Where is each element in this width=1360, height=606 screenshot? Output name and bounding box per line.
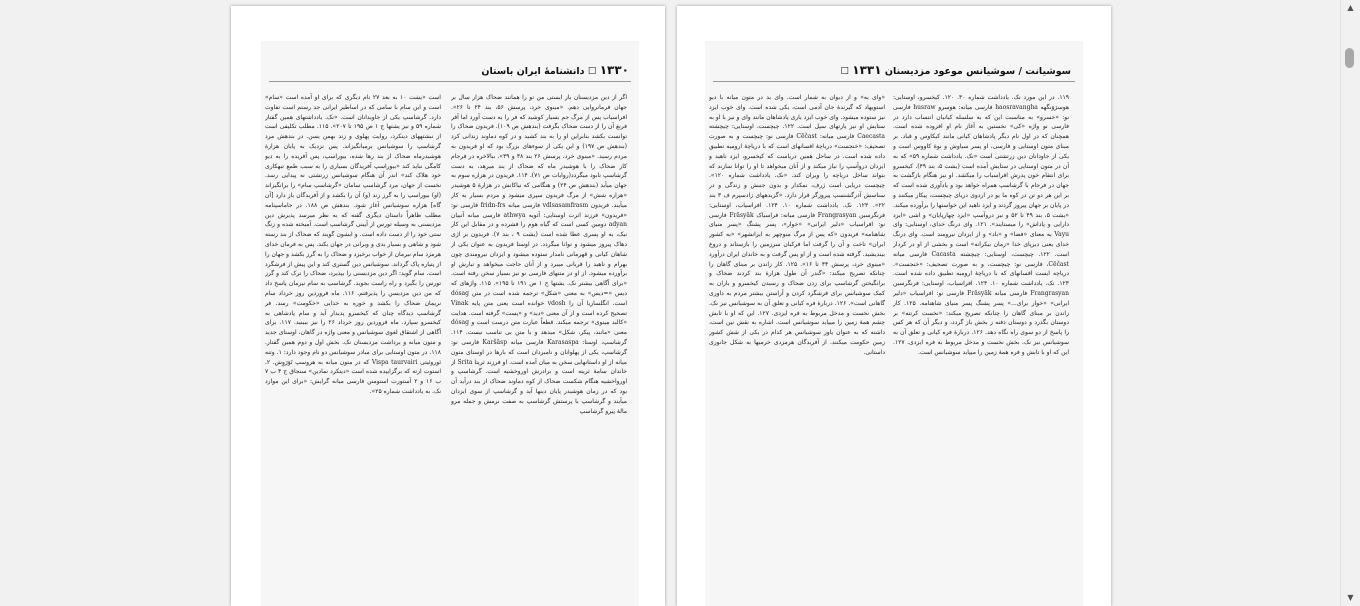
header-rule bbox=[713, 81, 1075, 82]
text-column-right: ۱۱۹. در این مورد نک. یادداشت شماره ۳۰. ۱۲۰. کیخسرو، اوستایی: هوسرَوَنگهه haosravangha فارسی میانه: هوسرو husraw فارسی نو: «خسرو» به مناسبت این که به سلسله کیانیان انتساب دارد در فارسی نو واژه «کی» نخستین به آغاز نام او افزوده شده است. همچنان که در اول نام دیگر پادشاهان کیانی مانند کیکاوس و قباد. بر مبنای متون اوستایی و فارسی، او پسر سیاوش و نوهٔ کاووس است و یکی از جاودانان دین زرتشتی است «نک. یادداشت شماره ۵۹» که به آن در متون اوستایی در ستایش آمده است (یشت ۵، بند ۴۹). کیخسرو برای انتقام خون پدرش افراسیاب را میکشد. او نیز هنگام بازگشت به جهان در فرجام با گرشاسپ همراه خواهد بود و یادآوری شده است که بر این هر دو تن در کوه ما یو در اردوی دریای چیچست، پیکار میکنند و در پایان بر جهان پیروز گردند و ایزد ناهید این خواستها را برآورده میکند. «یشت ۵، بند ۴۹ تا ۵۲ و نیز دروآسپ «ایزد چهارپایان» و اشی «ایزد دارایی و پاداش» را میستایند». ۱۲۱. وای درنگ خدای، اوستایی: وای Vayu به معنای «فضا» و «باد» و از ایزدان نیرومند است. وای درنگ خدای یعنی دیرپای خدا «زمان بیکرانه» است و بخشی از او در کردار است. ۱۲۲. چیچست، اوستایی: چیچشته Cacasta فارسی میانه Cēčast، فارسی نو: چیچست، و به صورت تصحیف: «خنجست». دریاچه ایست افسانهای که با دریاچهٔ ارومیه تطبیق داده شده است. ۱۲۳. نک. یادداشت شماره ۱۰. ۱۲۴. افراسیاب، اوستایی: فرنگرسین Frangrasyan فارسی میانه Frāsyāk فارسی نو: افراسیاب «دلیر ایرانی» «خوار برای...» پسر پشنگ پسر منیای شاهنامه. ۱۲۵. کار زاندن بر مبنای گاهان را چنانکه تصریح میکند: «نخست کرتنه» بر دوستان بگذرد و دوستان دفنه ز بخش باز گردد، و دیگر آن که هر کس را پاسخ از دو سوی راه نگاه دهد. ۱۲۶. دربارهٔ فره کیانی و تعلق آن به سوشیانس نیز نک. بخش نخست و مدخل مربوط به فره ایزدی. ۱۲۷. این که او با تابش و فره همهٔ زمین را میپاید سوشیانس است. bbox=[893, 94, 1069, 356]
vertical-scrollbar[interactable] bbox=[1340, 0, 1360, 606]
running-title: سوشیانت / سوشیانس موعود مزدیسنان bbox=[884, 66, 1071, 77]
scroll-down-arrow-icon[interactable]: ▼ bbox=[1347, 593, 1354, 602]
scroll-up-arrow-icon[interactable]: ▲ bbox=[1347, 3, 1354, 12]
running-head bbox=[840, 63, 1071, 77]
text-column-left: «وای به» و از دیوان به شمار است. وای بد در متون میانه با دیو استویهاد که گیرندهٔ جان آدمی است، یکی شده است. وای خوب ایزد نیز ستوده میشود. وای خوب ایزد یاری پادشاهان مانند وای و نیز با او به ستایش او نیز یارتهای سپل است. ۱۲۲. چیچست، اوستایی: چیچشته Caecasta فارسی میانه: Cēčast فارسی نو: چیچست و به صورت تصحیف: «خنجست» دریاچهٔ افسانهای است که با دریاچهٔ ارومیه تطبیق داده شده است. در ساحل همین دریاست که کیخسرو، ایزد ناهید و ایزدان دروآسپ را نیاز میکند و از آنان میخواهد تا او را توانا سازند که بتواند ساحل دریاچه را ویران کند. «نک. یادداشت شماره ۱۲۰». چیچست دریایی است ژرف، نمکدار و بدون جنبش و زندگی و در سناسش آذرگشنسپ پیروزگر قرار دارد. «گزیدههای زادسپرم ف ۳ بند ۲۲». ۱۲۳. نک. یادداشت شماره ۱۰. ۱۲۴. افراسیاب، اوستایی: فرنگرسین Frangrasyan فارسی میانه: فراسیاک Frāsyāk فارسی نو: افراسیاب «دلیر ایرانی» «خوار»، پسر پشنگ «پسر منیای شاهنامه» فریدون «که پس از مرگ منوچهر به ایرانشهر» «به کشور ایران» تاخت و آن را گرفت اما فرکیان سرزمین را بازستاند و دروغ بیندیشید. گرفته شده است و از او پس گرفت و به خاندان ایران درآورد «مینوی خرد، پرسش ۴۴ تا ۱۶». ۱۲۵. کار زاندن بر مبنای گاهان را چنانکه تصریح میکند: «گندر آن طول هزارهٔ بند کردند ضحاک و برانگیختن گرشاسپ برای زدن ضحاک و رسیدن کیخسرو و یاران به کمک سوشیانس برای فرشگرد کردن و آراستن بیشتر مردم به داوری گاهانی است». ۱۲۶. دربارهٔ فره کیانی و تعلق آن به سوشیانس نیز نک. بخش نخست و مدخل مربوط به فره ایزدی. ۱۲۷. این که او با تابش چشم همهٔ زمین را میپاید سوشیانس است. اشاره به نقش نین است، داشته که به عنوان یاور سوشیانس هر کدام در یکی از شش کشور زمین حکومت میکنند. از آفریدگان هرمزدی خرمیها به شکل جانوری داستانی. bbox=[709, 94, 885, 356]
header-box: ☐ bbox=[840, 66, 849, 77]
left-page bbox=[231, 6, 665, 606]
header-rule bbox=[269, 81, 631, 82]
page-number: ۱۳۳۰ bbox=[599, 63, 629, 77]
scanned-page-image bbox=[705, 41, 1083, 606]
header-box: ☐ bbox=[587, 66, 597, 77]
scanned-page-image bbox=[261, 41, 639, 606]
page-number: ۱۳۳۱ bbox=[852, 63, 882, 77]
text-column-right: اگر از دین مزدیسنان باز ایستی من تو را همانند ضحاک هزار سال بر جهان فرمانروایی دهم. «مینوی خرد، پرسش ۵۶، بند ۲۴ تا ۲۶». افراسیاب پس از مرگ جم بسیار کوشید که فر را به دست آورد اما آفر فرنغ آن را از دست ضحاک بگرفت (بندهش ص ۱۰۹). فریدون ضحاک را توانست بکشد بنابراین او را به بند کشید و در کوه دماوند زندانی کرد (بندهش ص ۱۹۷) و این یکی از سوءهای بزرگ بود که او فریدون به مردم رسید. «مینوی خرد، پرسش ۲۶ بند ۳۸ و ۳۹». ببالاخره در فرجام کار ضحاک را با هوشیدر ماه که ضحاک از بند میرهد، به دست گرشاسپ نابود میگردد(روایات ص ۷۱). ۱۱۴. فریدون در هزاره سوم به جهان میآید (بندهش ص ۲۴) و هنگامی که نیاکانش در هزارهٔ ۵ هوشیدر «هزاره شش» از مرگ فریدون سپری میشود و مردم بسیار به کار میآیند. فریدون vdlsasamfrasm فارسی میانه fridn-frs فارسی نو: «فریدون» فرزند اثرت اوستایی: آثویه athwya فارسی میانه آتبیان adyan دومین کسی است که گیاه هوم را فشرده و در مقابل این کار نیک، به او پسری عطا شده است (یشت ۹ ، بند ۷). فریدون بر اژی دهاک پیروز میشود و توانا میگردد. در اوستا فریدون به عنوان یکی از شاهان کیانی و قهرمانی نامدار ستوده میشود و ایزدان نیرومندی چون بهرام و ناهید را قربانی میبرد و از آنان حاجت میخواهد و تبارش او برآورده میشود. از او در متنهای فارسی نو نیز بسیار سخن رفته است. «برای آگاهی بیشتر نک. یشتها ج ۱ ص ۱۹۱ تا ۱۹۵». ۱۱۵. واژهای که دیس «=دیس» به معنی «شکل» ترجمه شده است در متن dósag است. انگلساریا آن را vdosh خوانده است یعنی متن پایه Vinak تصحیح کرده است و از آن معنی «دید» و «پست» گرفته است. هدایت «کالبد مینوی» ترجمه میکند. قطعاً عبارت متن درست است و dósag معنی «مانند، پیکر، شکل» میدهد و با متن بی تناسب نیست. ۱۱۴. گرشاسپ، اوستا: Karasaspa فارسی میانه Karšāsp فارسی نو: گرشاسپ، یکی از پهلوانان و نامبردان است که بارها در اوستای متون میانه از او داستانهایی سخن به میان آمده است. او فرزند ثریتا Srita از خاندان سامهٔ ثریته است و برادرش اوروخشیه است. گرشاسپ و اورواخشیه هنگام شکست ضحاک از کوه دماوند ضحاک از بند درآید آن بود که در زمان هوشیدر پایان دینها آید و گرشاسپ از سوی ایزدان میآیند و گرشاسپ با پرستش گرشاسپ به صفت نرمش و جمله مرو مالهٔ پیرو گرشاسپ bbox=[451, 94, 627, 415]
running-title: دانشنامهٔ ایران باستان bbox=[481, 66, 585, 77]
scrollbar-thumb[interactable] bbox=[1345, 48, 1354, 68]
right-page bbox=[677, 6, 1111, 606]
running-head bbox=[481, 63, 629, 77]
text-column-left: است «یشت ۱۰ به بعد ۲۷ نام دیگری که برای او آمده است «سام» است و این سام با سامی که در اساطیر ایرانی جد رستم است تفاوت دارد. گرشاسپ یکی از جاویدانان است. «نک. یادداشتهای همین گفتار شماره ۵۹ و نیز یشتها ج ۱ ص ۱۹۵ تا ۲۰۷». ۱۱۵. مطلب تکلیفی است از نبشتههای دینکرد، روایت پهلوی و زند بهمن یسن. در بندهش مرد گرشاسپ را سوشیانس برمیانگیزاند. پس نزدیک به پایان هزارهٔ هوشیدرماه ضحاک از بند رها شده، بیوراسپ، پس آفریده را به دیو کامگی نباید کند «بیوراسپ آفریدگان بسیاری را به سبب طمع تبهکاری خود هلاک کند» اندر آن هنگام سوشیانس زرتشتی نه پیدایی رسد. نخست از جهان، مرد گرشاسپ سامان «گرشاسپ سام» را برانگیزاند (او) بیوراسپ را به گرز زند (و) آن را بکشد و از آفریدگان باز دارد [آن گاه] هزاره سوشیانس آغاز شود. بندهش ص ۱۸۸. در جاماسپنامه مطلب ظاهراً داستان دیگری گفته که به نظر میرسد پذیرش دین مزدیسنی به وسیله تورس از آیینی گرشاسپ است. آمیخته شده و زنگ ستی خود را از دست داده است. و ایشون گویند که ضحاک از بند رسته شود و شاهی و بسیار بدی و ویرانی در جهان بکند. پس به فرمان خدای هرمزد سام نیرمان از خواب برخیزد و ضحاک را به گرز بکشد و جهان را از پتیاره پاک گرداند. سوشیانس دین گستری کند و این پیش از فرشگرد است. سام گوید: اگر دین مزدیسنی را بپذیرد، ضحاک را ترک کند و گرز تورس را بگیرد و راه راست بجوید. گرشاسپ به سام نیرمان پاسخ داد که من دین مزدیسن را پذیرفتم. ۱۱۶. ماه فروردین روز خرداد سام نریمان ضحاک را بکشد و خوره به خدایی «خکومت» رسد. فر گرشاسپ دیدگاه چنان که کیخسرو پدیدار آید و سام پادشاهی به کیخسرو سپارد. ماه فروردین روز خرداد ۲۶ را نیز ببینید. ۱۱۷. برای آگاهی از اشتقاق لغوی سوشیانس و معنی واژه در گاهان، اوستای جدید و متون میانه و برداشت مزدیسنان نک. بخش اول و دوم همین گفتار. ۱۱۸. در متون اوستایی برای مبادر سوشیانس دو نام وجود دارد: ۱. وتنه ئوروئیتی Vispa taurvairi که در متون میانه به هروسپ تَوَرَوِش. ۲. استوت ارته که برگزاییده شده است «دینکرد نمادین» سنجاق ج ۴ ب ۷ ب ۱۶ و ۲ آستورت استومنن فارسی میانه گرایش: «برای این موارد نک. به یادداشت شماره ۲۵». bbox=[265, 94, 441, 395]
